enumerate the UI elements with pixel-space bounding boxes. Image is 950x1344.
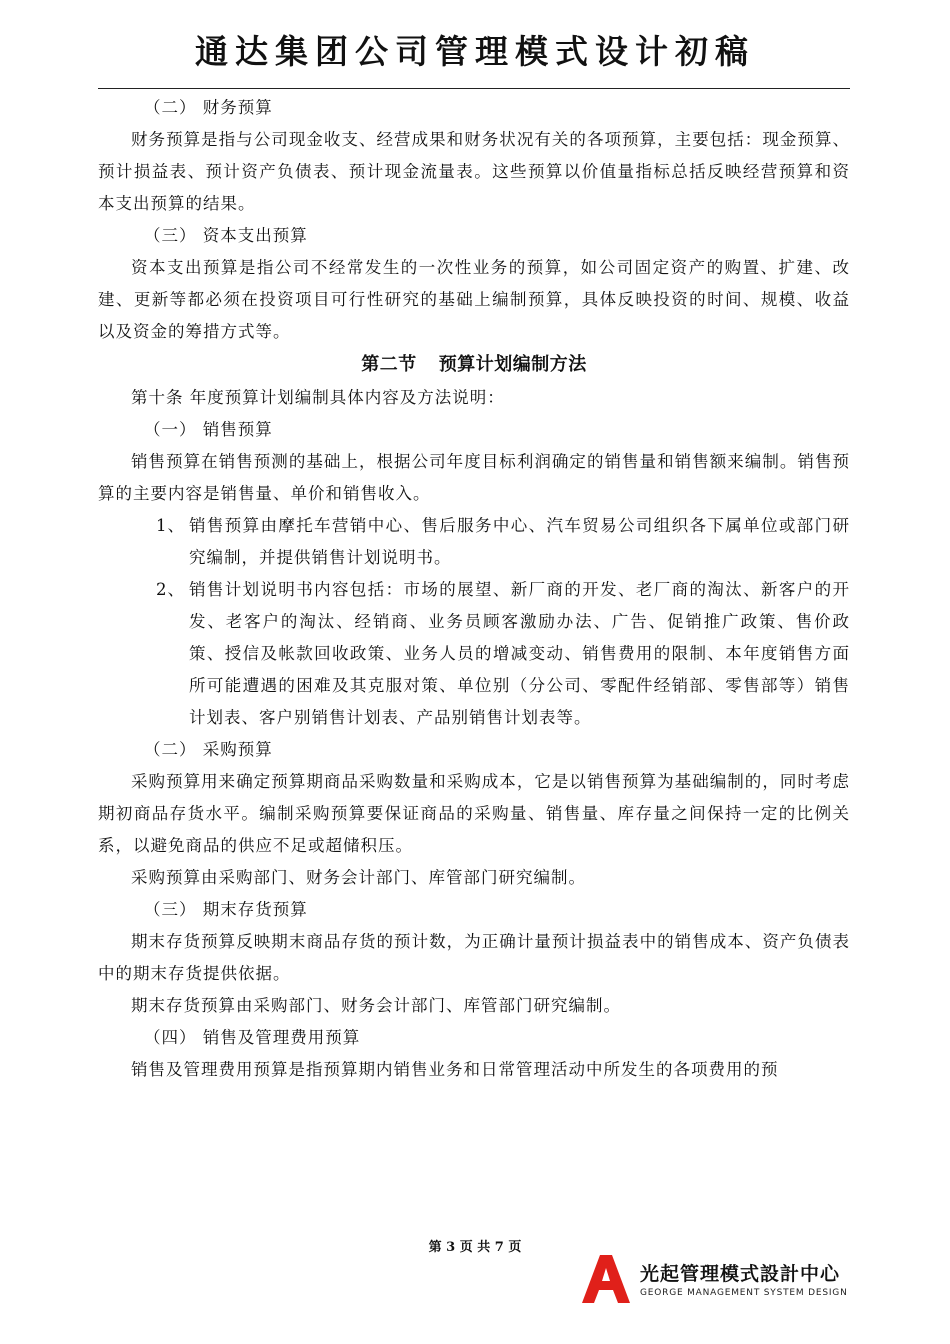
- paragraph-purchase-budget-2: 采购预算由采购部门、财务会计部门、库管部门研究编制。: [131, 868, 586, 887]
- heading-purchase-budget: （二） 采购预算: [144, 740, 273, 759]
- list-item-2: [156, 574, 850, 734]
- company-logo: [580, 1253, 855, 1305]
- section-title: 预算计划编制方法: [438, 354, 587, 375]
- heading-expense-budget: （四） 销售及管理费用预算: [144, 1028, 361, 1047]
- list-item-number: 1、: [156, 516, 185, 535]
- paragraph-inventory-budget: 期末存货预算反映期末商品存货的预计数，为正确计量预计损益表中的销售成本、资产负债表中的期末存货提供依据。: [98, 932, 850, 983]
- heading-inventory-budget: （三） 期末存货预算: [144, 900, 308, 919]
- section-heading: [98, 348, 850, 382]
- list-item-text: 销售计划说明书内容包括：市场的展望、新厂商的开发、老厂商的淘汰、新客户的开发、老客户的淘汰、经销商、业务员顾客激励办法、广告、促销推广政策、售价政策、授信及帐款回收政策、业务人员的增减变动、销售费用的限制、本年度销售方面所可能遭遇的困难及其克服对策、单位别（分公司、零配件经销部、零售部等）销售计划表、客户别销售计划表、产品别销售计划表等。: [189, 580, 850, 727]
- logo-a-mark-icon: [580, 1253, 632, 1303]
- document-title: 通达集团公司管理模式设计初稿: [195, 32, 755, 71]
- page-number: 第 3 页 共 7 页: [428, 1240, 522, 1255]
- list-item-text: 销售预算由摩托车营销中心、售后服务中心、汽车贸易公司组织各下属单位或部门研究编制，并提供销售计划说明书。: [189, 516, 850, 567]
- heading-sales-budget: （一） 销售预算: [144, 420, 273, 439]
- logo-english-name: GEORGE MANAGEMENT SYSTEM DESIGN: [640, 1288, 848, 1298]
- paragraph-inventory-budget-2: 期末存货预算由采购部门、财务会计部门、库管部门研究编制。: [131, 996, 621, 1015]
- logo-chinese-name: 光起管理模式設計中心: [640, 1263, 841, 1285]
- paragraph-purchase-budget: 采购预算用来确定预算期商品采购数量和采购成本，它是以销售预算为基础编制的，同时考虑期初商品存货水平。编制采购预算要保证商品的采购量、销售量、库存量之间保持一定的比例关系，以避免商品的供应不足或超储积压。: [98, 772, 850, 855]
- paragraph-capex-budget: 资本支出预算是指公司不经常发生的一次性业务的预算，如公司固定资产的购置、扩建、改建、更新等都必须在投资项目可行性研究的基础上编制预算，具体反映投资的时间、规模、收益以及资金的筹措方式等。: [98, 258, 850, 341]
- list-item-1: [156, 510, 850, 574]
- heading-capex-budget: （三） 资本支出预算: [144, 226, 308, 245]
- document-body: [98, 92, 850, 1086]
- section-number: 第二节: [361, 354, 417, 375]
- article-10: 第十条 年度预算计划编制具体内容及方法说明：: [131, 388, 505, 407]
- header-rule: [98, 88, 850, 89]
- paragraph-sales-budget: 销售预算在销售预测的基础上，根据公司年度目标利润确定的销售量和销售额来编制。销售预算的主要内容是销售量、单价和销售收入。: [98, 452, 850, 503]
- heading-finance-budget: （二） 财务预算: [144, 98, 273, 117]
- paragraph-expense-budget: 销售及管理费用预算是指预算期内销售业务和日常管理活动中所发生的各项费用的预: [131, 1060, 779, 1079]
- list-item-number: 2、: [156, 580, 185, 599]
- paragraph-finance-budget: 财务预算是指与公司现金收支、经营成果和财务状况有关的各项预算，主要包括：现金预算、预计损益表、预计资产负债表、预计现金流量表。这些预算以价值量指标总括反映经营预算和资本支出预算的结果。: [98, 130, 850, 213]
